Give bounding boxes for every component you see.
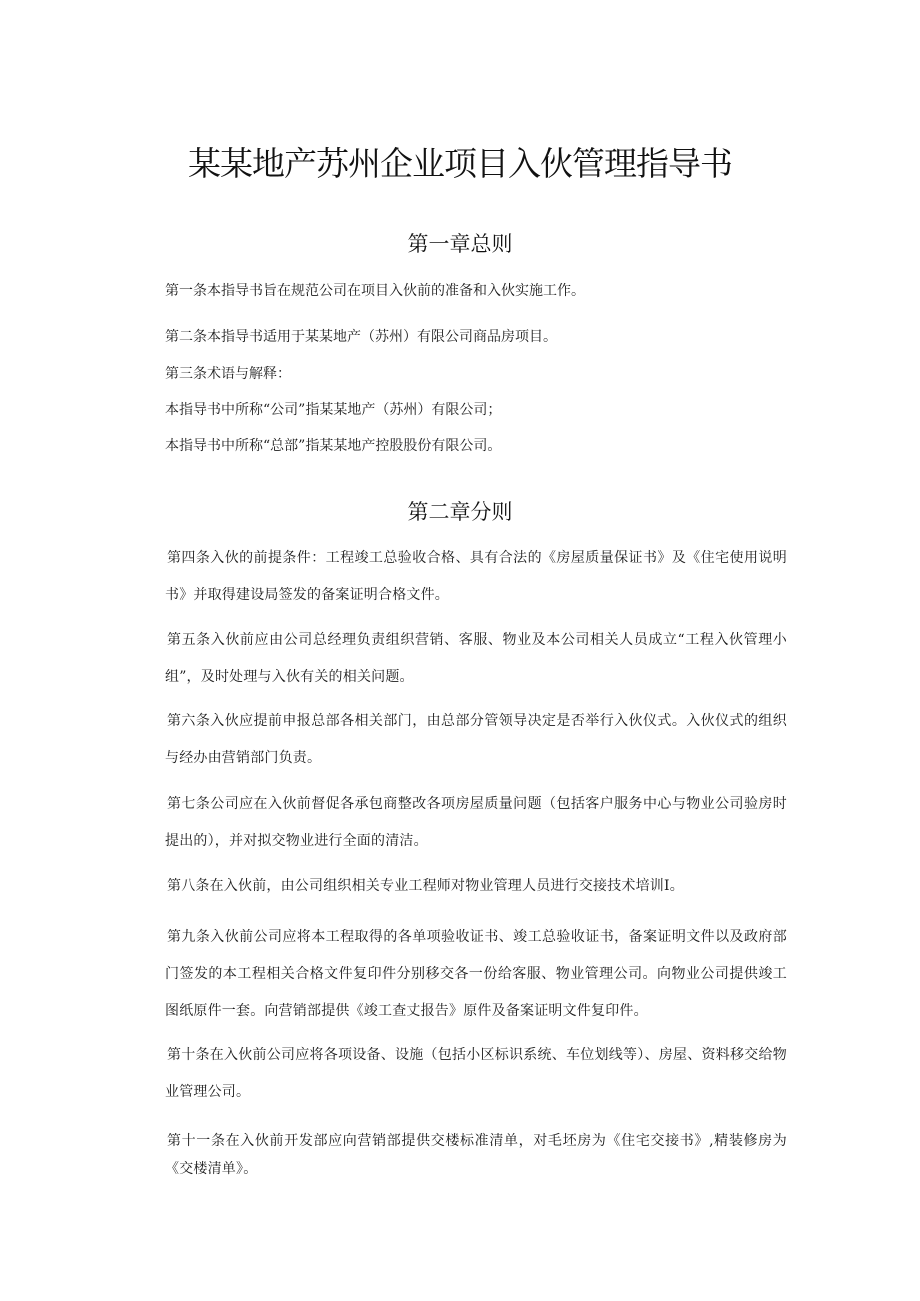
article-4: 第四条入伙的前提条件：工程竣工总验收合格、具有合法的《房屋质量保证书》及《住宅使用说明书》并取得建设局签发的备案证明合格文件。 [165,550,787,603]
article-5: 第五条入伙前应由公司总经理负责组织营销、客服、物业及本公司相关人员成立“工程入伙管理小组”，及时处理与入伙有关的相关问题。 [165,632,787,685]
article-3: 第三条术语与解释： [165,366,291,382]
term-headquarters: 本指导书中所称“总部”指某某地产控股股份有限公司。 [165,438,502,454]
article-9: 第九条入伙前公司应将本工程取得的各单项验收证书、竣工总验收证书，备案证明文件以及政府部门签发的本工程相关合格文件复印件分别移交各一份给客服、物业管理公司。向物业公司提供竣工图纸原件一套。向营销部提供《竣工查丈报告》原件及备案证明文件复印件。 [165,929,787,1019]
article-1: 第一条本指导书旨在规范公司在项目入伙前的准备和入伙实施工作。 [165,283,585,299]
chapter-1-title: 第一章总则 [407,232,513,256]
article-8: 第八条在入伙前，由公司组织相关专业工程师对物业管理人员进行交接技术培训I。 [167,878,684,894]
chapter-2-title: 第二章分则 [407,500,513,524]
article-7: 第七条公司应在入伙前督促各承包商整改各项房屋质量问题（包括客户服务中心与物业公司验房时提出的），并对拟交物业进行全面的清洁。 [165,796,787,849]
article-11: 第十一条在入伙前开发部应向营销部提供交楼标准清单，对毛坯房为《住宅交接书》,精装修房为《交楼清单》。 [165,1133,787,1177]
term-company: 本指导书中所称“公司”指某某地产（苏州）有限公司； [165,402,502,418]
article-6: 第六条入伙应提前申报总部各相关部门，由总部分管领导决定是否举行入伙仪式。入伙仪式的组织与经办由营销部门负责。 [165,713,787,766]
article-2: 第二条本指导书适用于某某地产（苏州）有限公司商品房项目。 [165,329,557,345]
document-title: 某某地产苏州企业项目入伙管理指导书 [188,144,732,183]
article-10: 第十条在入伙前公司应将各项设备、设施（包括小区标识系统、车位划线等）、房屋、资料移交给物业管理公司。 [165,1047,787,1100]
